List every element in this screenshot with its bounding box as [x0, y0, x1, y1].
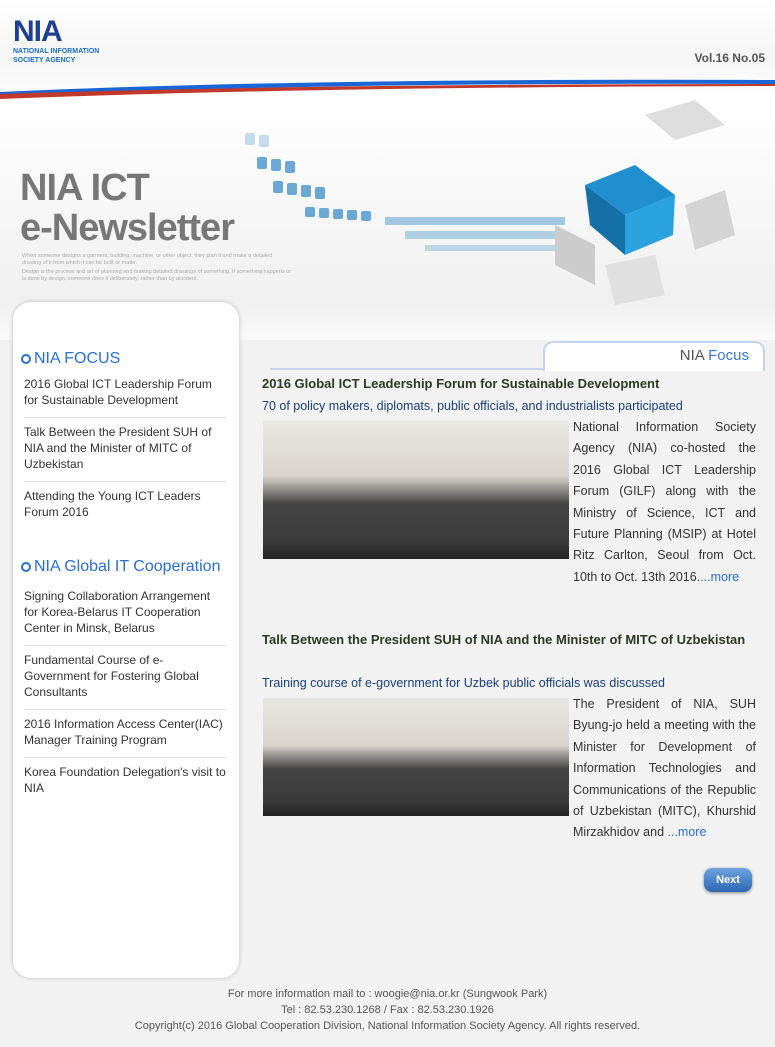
sidebar-item[interactable]: 2016 Global ICT Leadership Forum for Sustainable Development [24, 370, 226, 418]
sidebar-item[interactable]: Attending the Young ICT Leaders Forum 2016 [24, 489, 201, 519]
circle-bullet-icon [21, 562, 31, 572]
header-banner [0, 0, 775, 340]
circle-bullet-icon [21, 354, 31, 364]
next-button[interactable]: Next [704, 868, 752, 892]
sidebar-item[interactable]: Talk Between the President SUH of NIA and the Minister of MITC of Uzbekistan [24, 418, 226, 482]
sidebar [13, 302, 239, 978]
banner-description: When someone designs a garment, building, machine, or other object, they plan it and make a detailed drawing of it from which it can be built or made. Design is the process and art of planning and making detailed drawings of something. If something happens or is done by design, someone does it deliberately, rather than by accident. [22, 253, 292, 282]
article-title[interactable]: Talk Between the President SUH of NIA and the Minister of MITC of Uzbekistan [262, 632, 746, 647]
focus-list [24, 370, 226, 529]
article-subtitle: 70 of policy makers, diplomats, public officials, and industrialists participated [262, 399, 683, 413]
article-photo [263, 421, 569, 559]
article-photo [263, 698, 569, 816]
sidebar-item[interactable]: Korea Foundation Delegation's visit to NIA [24, 765, 226, 795]
article-title[interactable]: 2016 Global ICT Leadership Forum for Sustainable Development [262, 376, 660, 391]
tab-divider [270, 368, 544, 370]
tab-nia-focus[interactable]: NIA Focus [543, 341, 765, 371]
cooperation-list [24, 582, 226, 805]
sidebar-item[interactable]: Fundamental Course of e-Government for Fostering Global Consultants [24, 646, 226, 710]
volume-label: Vol.16 No.05 [694, 51, 765, 65]
article-body: National Information Society Agency (NIA) co-hosted the 2016 Global ICT Leadership Forum (GILF) along with the Ministry of Science, ICT and Future Planning (MSIP) at Hotel Ritz Carlton, Seoul from Oct. 10th to Oct. 13th 2016....more [573, 420, 756, 584]
more-link[interactable]: ...more [700, 569, 740, 584]
article-body: The President of NIA, SUH Byung-jo held a meeting with the Minister for Development of Information Technologies and Communications of the Republic of Uzbekistan (MITC), Khurshid Mirzakhidov and ...more [573, 697, 756, 840]
article-subtitle: Training course of e-government for Uzbek public officials was discussed [262, 676, 665, 690]
footer: For more information mail to : woogie@nia.or.kr (Sungwook Park) Tel : 82.53.230.1268 / Fax : 82.53.230.1926 Copyright(c) 2016 Global Cooperation Division, National Information Society Agency. All rights reserved. [134, 988, 641, 1032]
more-link[interactable]: ...more [667, 825, 707, 840]
cube-graphic [245, 95, 775, 325]
sidebar-item[interactable]: 2016 Information Access Center(IAC) Manager Training Program [24, 710, 226, 758]
newsletter-title: NIA ICT e-Newsletter [20, 167, 234, 249]
nia-logo[interactable]: NIA NATIONAL INFORMATION SOCIETY AGENCY [13, 15, 100, 64]
section-global-it-cooperation: NIA Global IT Cooperation [21, 558, 220, 576]
section-nia-focus: NIA FOCUS [21, 350, 120, 368]
sidebar-item[interactable]: Signing Collaboration Arrangement for Korea-Belarus IT Cooperation Center in Minsk, Belarus [24, 582, 226, 646]
